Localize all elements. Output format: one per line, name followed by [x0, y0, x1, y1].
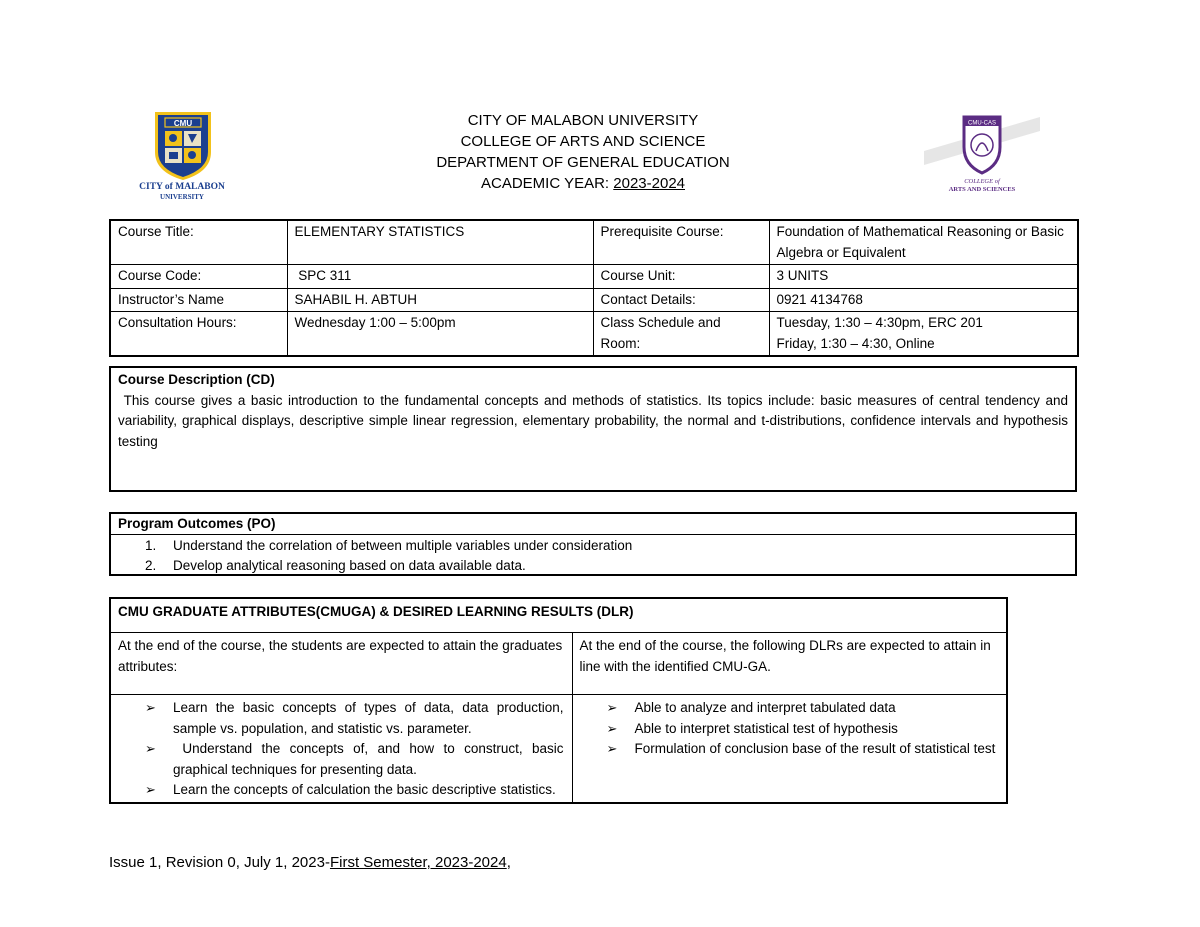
logo-caption: CITY of MALABON: [139, 182, 225, 192]
schedule-value: [769, 312, 1078, 357]
logo-right-caption-2: ARTS AND SCIENCES: [948, 186, 1016, 193]
logo-right-caption-1: COLLEGE of: [964, 178, 1000, 185]
list-item: 2. Develop analytical reasoning based on data available data.: [145, 558, 526, 573]
footer-prefix: Issue 1, Revision 0, July 1, 2023-: [109, 854, 330, 871]
consultation-value: Wednesday 1:00 – 5:00pm: [287, 312, 593, 357]
cmu-university-logo: [122, 106, 242, 206]
contact-label: Contact Details:: [593, 288, 769, 312]
course-description-box: [109, 366, 1077, 492]
academic-year: [300, 173, 866, 194]
program-outcomes-heading: Program Outcomes (PO): [111, 514, 1075, 535]
attributes-table: [109, 597, 1008, 804]
schedule-line-1: Tuesday, 1:30 – 4:30pm, ERC 201: [776, 315, 983, 330]
program-outcomes-box: [109, 512, 1077, 576]
prereq-label: Prerequisite Course:: [593, 220, 769, 265]
table-row: [110, 265, 1078, 289]
list-item: ➢ Formulation of conclusion base of the result of statistical test: [573, 739, 999, 760]
footer-suffix: ,: [506, 854, 511, 871]
college-name: COLLEGE OF ARTS AND SCIENCE: [460, 133, 706, 150]
schedule-label: Class Schedule and Room:: [593, 312, 769, 357]
document-header: [300, 110, 866, 194]
course-code-label: Course Code:: [110, 265, 287, 289]
contact-value: 0921 4134768: [769, 288, 1078, 312]
consultation-label: Consultation Hours:: [110, 312, 287, 357]
academic-year-value: 2023-2024: [613, 175, 685, 192]
logo-abbreviation: CMU: [173, 119, 193, 128]
attributes-right-items: [572, 695, 1007, 803]
course-title-label: Course Title:: [110, 220, 287, 265]
table-row: [110, 633, 1007, 695]
attributes-left-items: [110, 695, 572, 803]
logo-badge: CMU-CAS: [968, 120, 996, 127]
department-name: DEPARTMENT OF GENERAL EDUCATION: [436, 154, 730, 171]
course-info-table: [109, 219, 1079, 357]
academic-year-label: ACADEMIC YEAR:: [481, 175, 614, 192]
table-row: [110, 312, 1078, 357]
document-footer: [109, 854, 511, 871]
list-item: ➢ Understand the concepts of, and how to construct, basic graphical techniques for presenting data.: [111, 739, 564, 780]
table-row: [110, 288, 1078, 312]
instructor-value: SAHABIL H. ABTUH: [287, 288, 593, 312]
learning-results-list: [573, 698, 999, 760]
list-item: 1. Understand the correlation of between multiple variables under consideration: [145, 538, 633, 553]
list-item: ➢ Able to interpret statistical test of hypothesis: [573, 719, 999, 740]
table-row: [110, 695, 1007, 803]
attributes-heading: CMU GRADUATE ATTRIBUTES(CMUGA) & DESIRED LEARNING RESULTS (DLR): [110, 598, 1007, 633]
course-description-text: This course gives a basic introduction to the fundamental concepts and methods of statistics. Its topics include: basic measures of central tendency and variability, graphical displays, descriptive simple linear regression, elementary probability, the normal and t-distributions, confidence intervals and hypothesis testing: [118, 392, 1072, 449]
course-unit-value: 3 UNITS: [769, 265, 1078, 289]
attributes-right-intro: At the end of the course, the following DLRs are expected to attain in line with the identified CMU-GA.: [572, 633, 1007, 695]
cas-college-logo: [924, 107, 1040, 195]
logo-caption-2: UNIVERSITY: [160, 193, 204, 201]
university-name: CITY OF MALABON UNIVERSITY: [467, 112, 699, 129]
instructor-label: Instructor’s Name: [110, 288, 287, 312]
program-outcomes-list: [111, 535, 1075, 576]
list-item: ➢ Learn the basic concepts of types of data, data production, sample vs. population, and statistic vs. parameter.: [111, 698, 564, 739]
footer-semester: First Semester, 2023-2024: [329, 854, 507, 871]
table-row: [110, 220, 1078, 265]
course-code-value: SPC 311: [287, 265, 593, 289]
list-item: ➢ Able to analyze and interpret tabulated data: [573, 698, 999, 719]
attributes-left-intro: At the end of the course, the students are expected to attain the graduates attributes:: [110, 633, 572, 695]
graduate-attributes-list: [111, 698, 568, 801]
course-unit-label: Course Unit:: [593, 265, 769, 289]
schedule-line-2: Friday, 1:30 – 4:30, Online: [776, 335, 935, 351]
list-item: ➢ Learn the concepts of calculation the basic descriptive statistics.: [111, 780, 564, 801]
prereq-value: Foundation of Mathematical Reasoning or Basic Algebra or Equivalent: [769, 220, 1078, 265]
table-row: [110, 598, 1007, 633]
course-description-heading: Course Description (CD): [118, 372, 275, 387]
course-title-value: ELEMENTARY STATISTICS: [287, 220, 593, 265]
